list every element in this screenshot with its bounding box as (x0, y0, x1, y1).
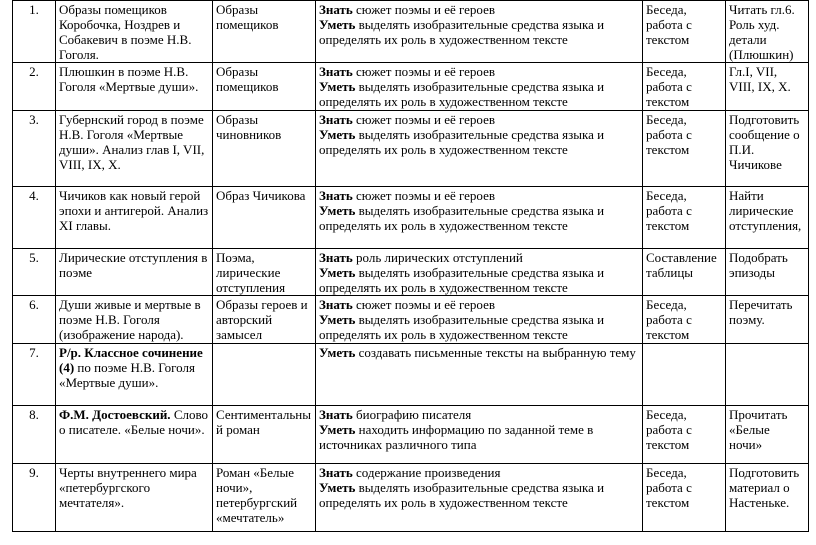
skill-text: выделять изобразительные средства языка и определять их роль в художественном тексте (319, 265, 605, 295)
skill-keyword: Знать (319, 64, 353, 79)
skill-line (319, 345, 639, 360)
skill-keyword: Знать (319, 250, 353, 265)
skill-keyword: Уметь (319, 127, 356, 142)
lesson-skills (316, 111, 643, 187)
skill-text: сюжет поэмы и её героев (352, 64, 495, 79)
skill-line (319, 2, 639, 17)
lesson-topic (56, 406, 213, 464)
table-row (13, 344, 809, 406)
lesson-skills (316, 249, 643, 296)
lesson-topic-bold: Р/р. Классное сочинение (4) (59, 345, 203, 375)
lesson-topic-bold: Ф.М. Достоевский. (59, 407, 171, 422)
skill-line (319, 465, 639, 480)
skill-keyword: Знать (319, 112, 353, 127)
skill-text: создавать письменные тексты на выбранную тему (355, 345, 636, 360)
lesson-form: Составление таблицы (643, 249, 726, 296)
lesson-number: 9. (13, 464, 56, 532)
skill-keyword: Знать (319, 297, 353, 312)
skill-line (319, 422, 639, 452)
lesson-skills (316, 296, 643, 344)
lesson-number: 7. (13, 344, 56, 406)
skill-text: выделять изобразительные средства языка и определять их роль в художественном тексте (319, 127, 605, 157)
table-row (13, 111, 809, 187)
lesson-form: Беседа, работа с текстом (643, 1, 726, 63)
lesson-form: Беседа, работа с текстом (643, 63, 726, 111)
lesson-homework: Подготовить материал о Настеньке. (726, 464, 809, 532)
skill-text: находить информацию по заданной теме в источниках различного типа (319, 422, 594, 452)
skill-line (319, 17, 639, 47)
table-row (13, 63, 809, 111)
lesson-homework: Подготовить сообщение о П.И. Чичикове (726, 111, 809, 187)
lesson-homework: Гл.I, VII, VIII, IX, X. (726, 63, 809, 111)
skill-text: сюжет поэмы и её героев (352, 297, 495, 312)
lesson-topic: Души живые и мертвые в поэме Н.В. Гоголя (изображение народа). (56, 296, 213, 344)
skill-keyword: Знать (319, 188, 353, 203)
skill-keyword: Уметь (319, 312, 356, 327)
skill-line (319, 312, 639, 342)
lesson-skills (316, 406, 643, 464)
skill-text: выделять изобразительные средства языка и определять их роль в художественном тексте (319, 480, 605, 510)
table-row (13, 1, 809, 63)
lesson-skills (316, 63, 643, 111)
skill-line (319, 265, 639, 295)
skill-text: выделять изобразительные средства языка и определять их роль в художественном тексте (319, 17, 605, 47)
lesson-concept: Образы чиновников (213, 111, 316, 187)
lesson-topic: Плюшкин в поэме Н.В. Гоголя «Мертвые души». (56, 63, 213, 111)
skill-line (319, 250, 639, 265)
lesson-concept (213, 344, 316, 406)
lesson-homework: Читать гл.6. Роль худ. детали (Плюшкин) (726, 1, 809, 63)
skill-text: выделять изобразительные средства языка и определять их роль в художественном тексте (319, 79, 605, 109)
skill-keyword: Уметь (319, 79, 356, 94)
lesson-skills (316, 1, 643, 63)
lesson-concept: Образ Чичикова (213, 187, 316, 249)
lesson-number: 5. (13, 249, 56, 296)
table-row (13, 249, 809, 296)
lesson-plan-body (13, 1, 809, 532)
skill-keyword: Уметь (319, 422, 356, 437)
skill-text: сюжет поэмы и её героев (352, 188, 495, 203)
skill-text: сюжет поэмы и её героев (352, 112, 495, 127)
lesson-form: Беседа, работа с текстом (643, 111, 726, 187)
table-row (13, 406, 809, 464)
skill-line (319, 480, 639, 510)
lesson-topic: Образы помещиков Коробочка, Ноздрев и Собакевич в поэме Н.В. Гоголя. (56, 1, 213, 63)
lesson-concept: Образы героев и авторский замысел (213, 296, 316, 344)
lesson-number: 6. (13, 296, 56, 344)
skill-keyword: Уметь (319, 480, 356, 495)
lesson-form (643, 344, 726, 406)
lesson-topic (56, 344, 213, 406)
table-row (13, 464, 809, 532)
lesson-homework: Найти лирические отступления, (726, 187, 809, 249)
lesson-topic-text: по поэме Н.В. Гоголя «Мертвые души». (59, 360, 195, 390)
lesson-concept: Образы помещиков (213, 63, 316, 111)
lesson-homework: Прочитать «Белые ночи» (726, 406, 809, 464)
skill-text: биографию писателя (352, 407, 472, 422)
skill-line (319, 297, 639, 312)
lesson-homework: Подобрать эпизоды (726, 249, 809, 296)
lesson-topic: Чичиков как новый герой эпохи и антигерой. Анализ XI главы. (56, 187, 213, 249)
lesson-concept: Сентиментальный роман (213, 406, 316, 464)
lesson-skills (316, 464, 643, 532)
skill-line (319, 112, 639, 127)
skill-text: сюжет поэмы и её героев (352, 2, 495, 17)
skill-keyword: Знать (319, 465, 353, 480)
skill-keyword: Знать (319, 407, 353, 422)
skill-line (319, 203, 639, 233)
skill-line (319, 64, 639, 79)
lesson-form: Беседа, работа с текстом (643, 296, 726, 344)
skill-line (319, 407, 639, 422)
skill-keyword: Уметь (319, 265, 356, 280)
lesson-number: 4. (13, 187, 56, 249)
skill-text: роль лирических отступлений (352, 250, 523, 265)
skill-line (319, 188, 639, 203)
skill-keyword: Знать (319, 2, 353, 17)
lesson-concept: Поэма, лирические отступления (213, 249, 316, 296)
skill-keyword: Уметь (319, 203, 356, 218)
skill-text: выделять изобразительные средства языка и определять их роль в художественном тексте (319, 312, 605, 342)
table-row (13, 296, 809, 344)
lesson-skills (316, 344, 643, 406)
skill-line (319, 79, 639, 109)
lesson-plan-table (12, 0, 809, 532)
lesson-topic: Губернский город в поэме Н.В. Гоголя «Мертвые души». Анализ глав I, VII, VIII, IX, X. (56, 111, 213, 187)
lesson-homework: Перечитать поэму. (726, 296, 809, 344)
lesson-form: Беседа, работа с текстом (643, 406, 726, 464)
lesson-number: 2. (13, 63, 56, 111)
lesson-form: Беседа, работа с текстом (643, 464, 726, 532)
lesson-form: Беседа, работа с текстом (643, 187, 726, 249)
skill-keyword: Уметь (319, 345, 356, 360)
lesson-topic: Черты внутреннего мира «петербургского мечтателя». (56, 464, 213, 532)
skill-keyword: Уметь (319, 17, 356, 32)
lesson-homework (726, 344, 809, 406)
table-row (13, 187, 809, 249)
lesson-skills (316, 187, 643, 249)
lesson-number: 3. (13, 111, 56, 187)
skill-line (319, 127, 639, 157)
lesson-concept: Роман «Белые ночи», петербургский «мечтатель» (213, 464, 316, 532)
lesson-number: 8. (13, 406, 56, 464)
lesson-topic-text: Слово о писателе. «Белые ночи». (59, 407, 209, 437)
skill-text: выделять изобразительные средства языка и определять их роль в художественном тексте (319, 203, 605, 233)
skill-text: содержание произведения (352, 465, 501, 480)
lesson-topic: Лирические отступления в поэме (56, 249, 213, 296)
lesson-number: 1. (13, 1, 56, 63)
lesson-concept: Образы помещиков (213, 1, 316, 63)
